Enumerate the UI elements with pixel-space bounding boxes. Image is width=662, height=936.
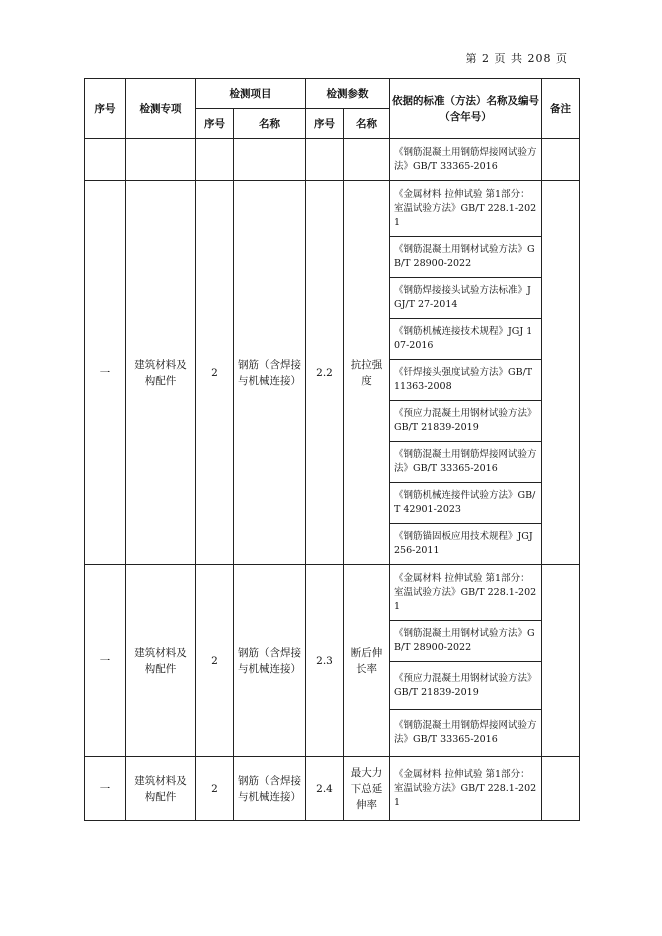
- header-param-group: 检测参数: [306, 79, 390, 109]
- category-cell: 建筑材料及构配件: [126, 565, 196, 757]
- standard-cell: 《金属材料 拉伸试验 第1部分：室温试验方法》GB/T 228.1-2021: [390, 757, 542, 821]
- standard-cell: 《钢筋锚固板应用技术规程》JGJ 256-2011: [390, 524, 542, 565]
- category-cell: 建筑材料及构配件: [126, 181, 196, 565]
- header-param-name: 名称: [344, 109, 390, 139]
- header-standard: 依据的标准（方法）名称及编号（含年号）: [390, 79, 542, 139]
- seq-cell: 一: [85, 565, 126, 757]
- standard-cell: 《钢筋机械连接技术规程》JGJ 107-2016: [390, 319, 542, 360]
- param-name-cell: 抗拉强度: [344, 181, 390, 565]
- item-seq-cell: 2: [196, 565, 234, 757]
- standard-cell: 《金属材料 拉伸试验 第1部分：室温试验方法》GB/T 228.1-2021: [390, 565, 542, 621]
- category-cell: 建筑材料及构配件: [126, 757, 196, 821]
- header-seq: 序号: [85, 79, 126, 139]
- seq-cell: 一: [85, 181, 126, 565]
- standard-cell: 《预应力混凝土用钢材试验方法》GB/T 21839-2019: [390, 401, 542, 442]
- header-remark: 备注: [542, 79, 580, 139]
- param-seq-cell: 2.4: [306, 757, 344, 821]
- item-name-cell: 钢筋（含焊接与机械连接）: [234, 565, 306, 757]
- standard-cell: 《钢筋混凝土用钢筋焊接网试验方法》GB/T 33365-2016: [390, 710, 542, 757]
- param-seq-cell: 2.2: [306, 181, 344, 565]
- remark-cell: [542, 565, 580, 757]
- standard-cell: 《金属材料 拉伸试验 第1部分：室温试验方法》GB/T 228.1-2021: [390, 181, 542, 237]
- header-item-name: 名称: [234, 109, 306, 139]
- table-row: [85, 565, 580, 621]
- header-category: 检测专项: [126, 79, 196, 139]
- param-seq-cell: 2.3: [306, 565, 344, 757]
- param-name-cell: 最大力下总延伸率: [344, 757, 390, 821]
- remark-cell: [542, 181, 580, 565]
- header-item-group: 检测项目: [196, 79, 306, 109]
- table-row: [85, 757, 580, 821]
- page-number: 第 2 页 共 208 页: [465, 52, 568, 65]
- standard-cell: 《钢筋混凝土用钢筋焊接网试验方法》GB/T 33365-2016: [390, 139, 542, 181]
- seq-cell: 一: [85, 757, 126, 821]
- standard-cell: 《钢筋混凝土用钢材试验方法》GB/T 28900-2022: [390, 237, 542, 278]
- item-seq-cell: 2: [196, 181, 234, 565]
- remark-cell: [542, 757, 580, 821]
- standard-cell: 《钢筋混凝土用钢材试验方法》GB/T 28900-2022: [390, 621, 542, 662]
- standard-cell: 《钢筋焊接接头试验方法标准》JGJ/T 27-2014: [390, 278, 542, 319]
- item-seq-cell: 2: [196, 757, 234, 821]
- continuation-row: [85, 139, 580, 181]
- standard-cell: 《钎焊接头强度试验方法》GB/T 11363-2008: [390, 360, 542, 401]
- standard-cell: 《钢筋机械连接件试验方法》GB/T 42901-2023: [390, 483, 542, 524]
- table-row: [85, 181, 580, 237]
- standard-cell: 《钢筋混凝土用钢筋焊接网试验方法》GB/T 33365-2016: [390, 442, 542, 483]
- header-item-seq: 序号: [196, 109, 234, 139]
- header-param-seq: 序号: [306, 109, 344, 139]
- item-name-cell: 钢筋（含焊接与机械连接）: [234, 181, 306, 565]
- standards-table: [84, 78, 580, 821]
- param-name-cell: 断后伸长率: [344, 565, 390, 757]
- standard-cell: 《预应力混凝土用钢材试验方法》GB/T 21839-2019: [390, 662, 542, 710]
- item-name-cell: 钢筋（含焊接与机械连接）: [234, 757, 306, 821]
